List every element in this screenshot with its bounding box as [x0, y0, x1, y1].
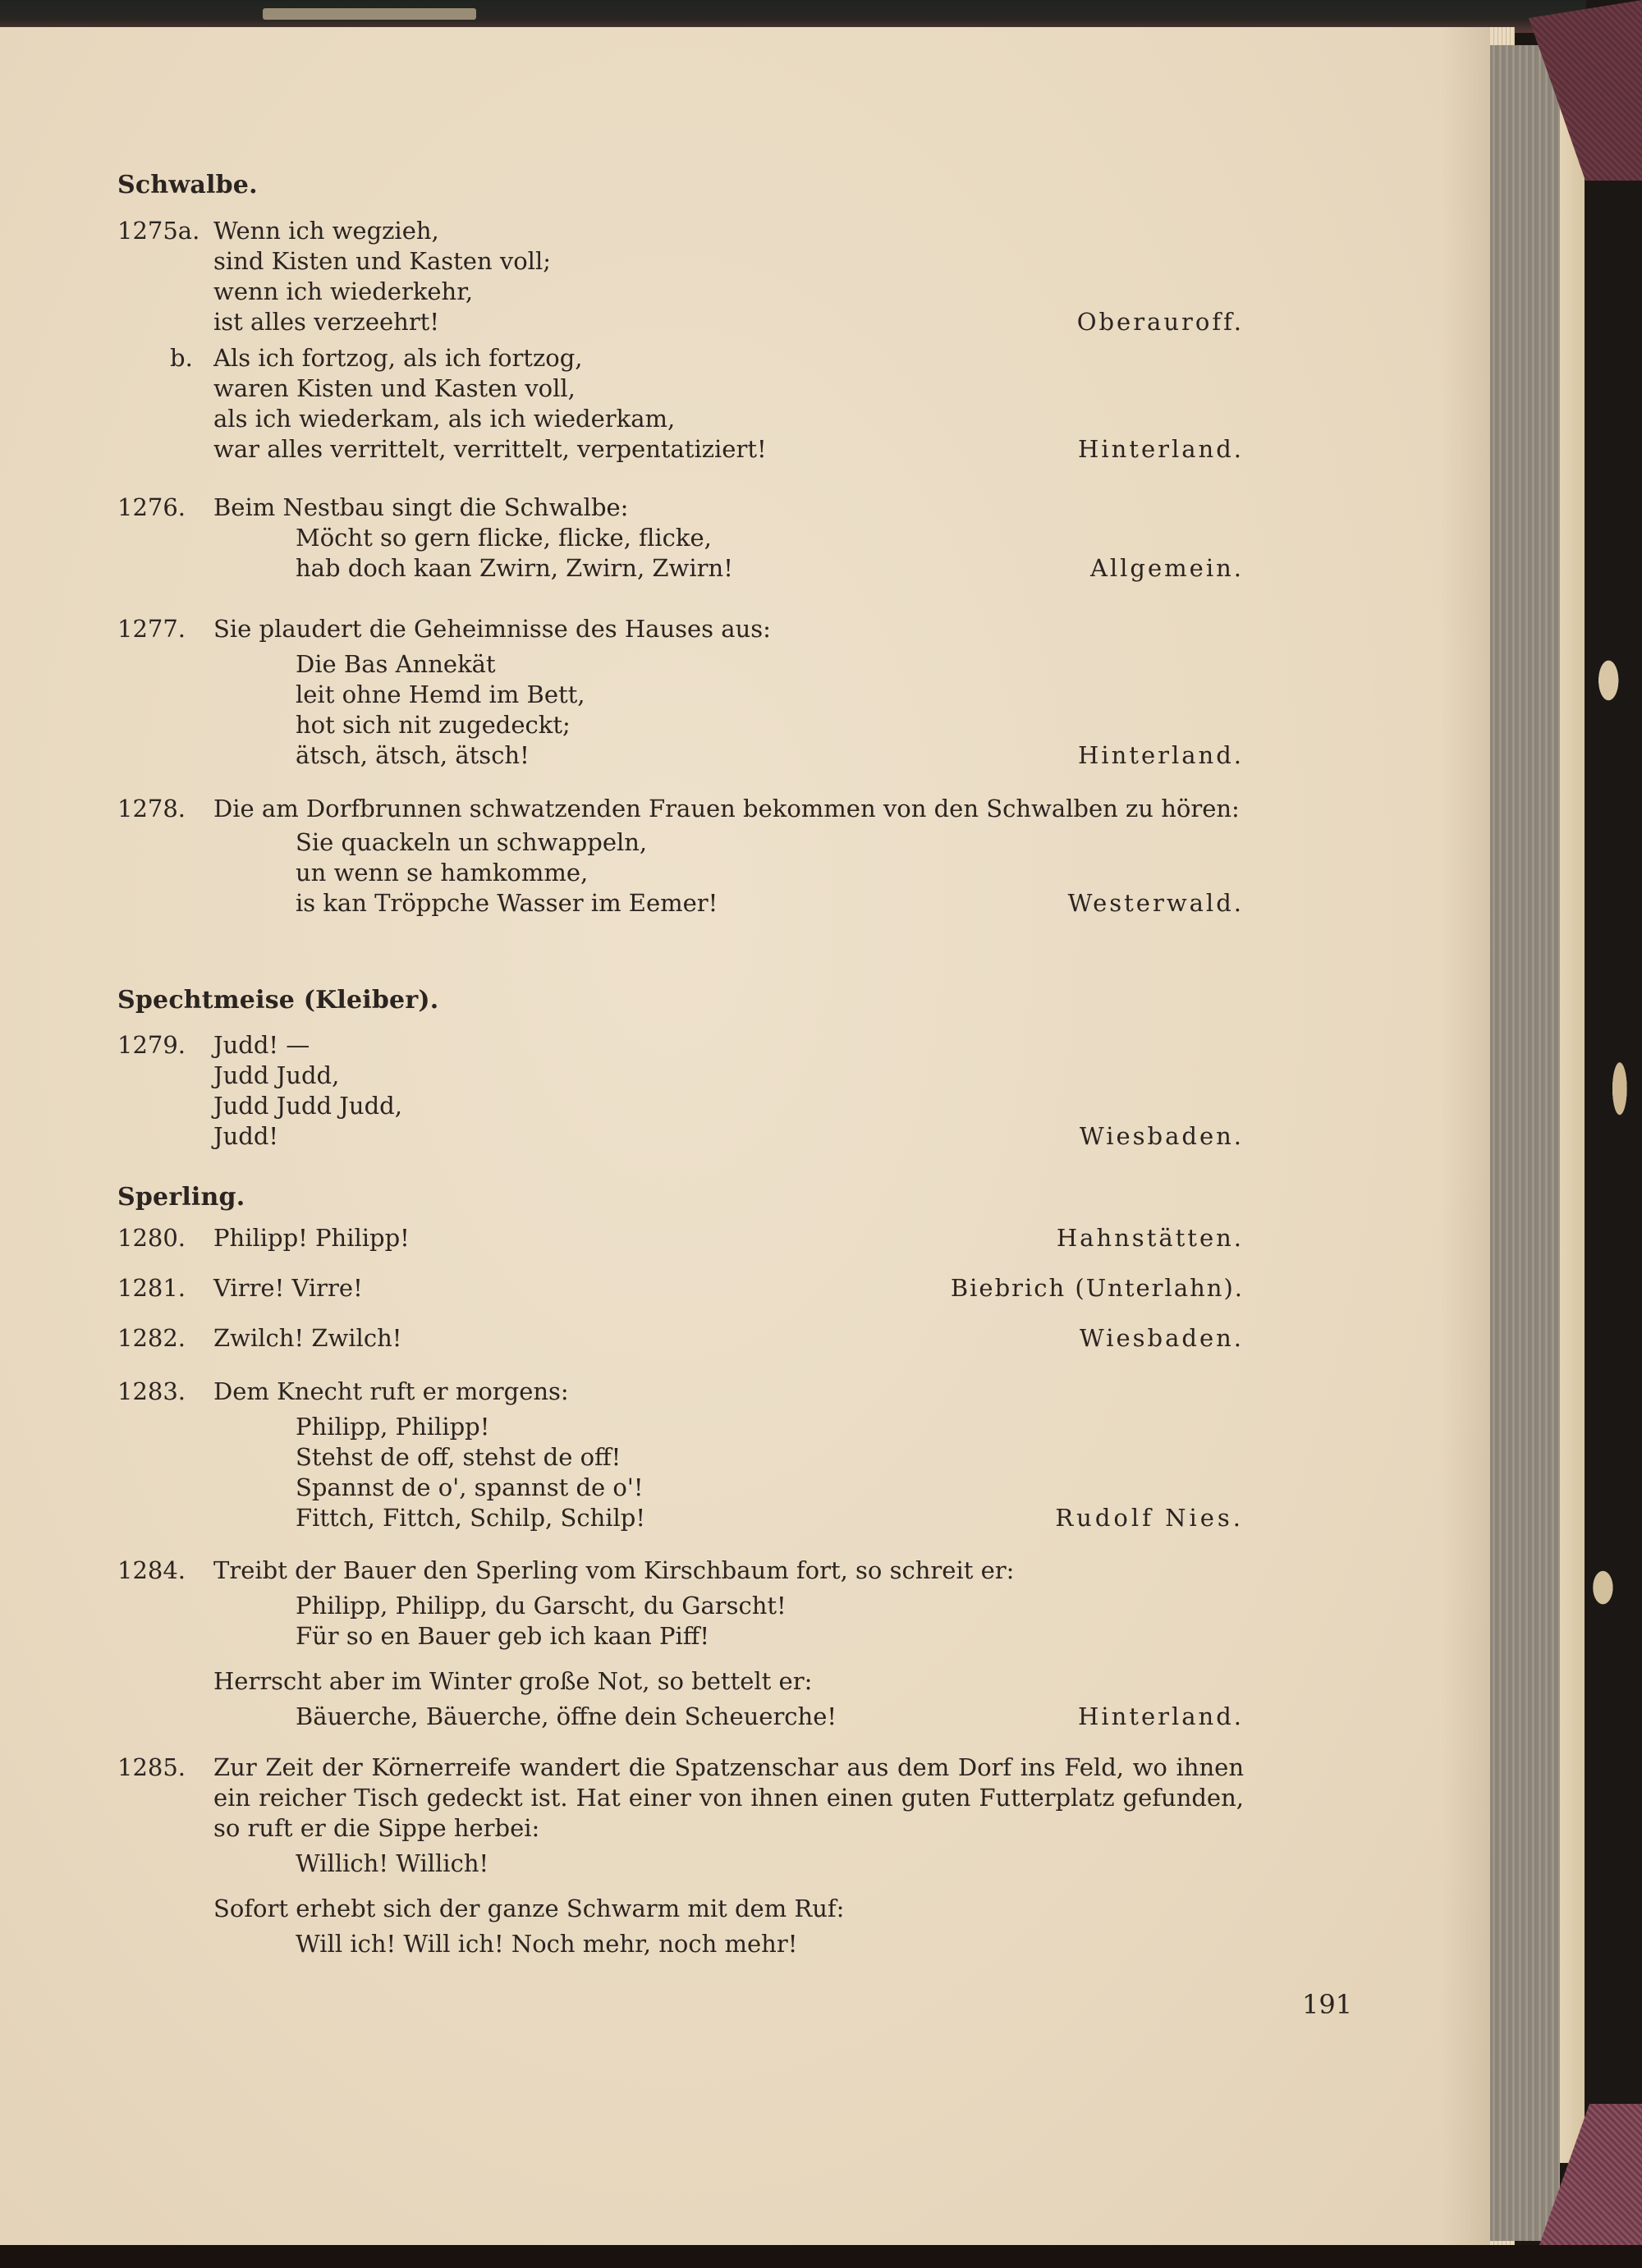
verse-line: Sie quackeln un schwappeln, — [296, 828, 648, 856]
entry-number: 1282. — [117, 1324, 186, 1352]
verse-line: hab doch kaan Zwirn, Zwirn, Zwirn! Allgemein. — [296, 554, 1244, 582]
verse-line: Wenn ich wegzieh, — [213, 217, 439, 245]
verse-line: Philipp! Philipp! Hahnstätten. — [213, 1224, 1244, 1252]
verse-line: als ich wiederkam, als ich wiederkam, — [213, 405, 676, 433]
verse-line: Philipp, Philipp! — [296, 1413, 490, 1441]
verse-line: Judd Judd Judd, — [213, 1092, 402, 1120]
intro-text: Beim Nestbau singt die Schwalbe: — [213, 493, 629, 521]
place-name: Westerwald. — [1067, 889, 1244, 917]
entry-1275a — [117, 216, 1244, 337]
verse-line: hot sich nit zugedeckt; — [296, 711, 571, 739]
verse-line: Philipp, Philipp, du Garscht, du Garscht! — [296, 1592, 787, 1620]
verse-line: Als ich fortzog, als ich fortzog, — [213, 344, 583, 372]
marbled-book-cover — [1586, 0, 1642, 2268]
intro-text: Dem Knecht ruft er morgens: — [213, 1377, 569, 1405]
entry-number: 1283. — [117, 1377, 186, 1405]
entry-1279 — [117, 1030, 1244, 1152]
entry-number: 1276. — [117, 493, 186, 521]
verse-line: Spannst de o', spannst de o'! — [296, 1473, 644, 1501]
entry-number: 1280. — [117, 1224, 186, 1252]
entry-number: 1285. — [117, 1753, 186, 1781]
entry-1282 — [117, 1323, 1244, 1354]
section-heading-sperling: Sperling. — [117, 1183, 245, 1212]
verse-line: Die Bas Annekät — [296, 650, 496, 678]
intro-text: Sie plaudert die Geheimnisse des Hauses aus: — [213, 615, 771, 643]
book-cover-bottom-edge — [0, 2245, 1642, 2268]
place-name: Biebrich (Unterlahn). — [950, 1274, 1244, 1302]
entry-1278 — [117, 794, 1244, 919]
intro-text: Die am Dorfbrunnen schwatzenden Frauen bekommen von den Schwalben zu hören: — [213, 795, 1240, 822]
verse-line: Für so en Bauer geb ich kaan Piff! — [296, 1622, 710, 1650]
entry-1281 — [117, 1273, 1244, 1304]
verse-line: Judd Judd, — [213, 1061, 340, 1089]
entry-1283 — [117, 1377, 1244, 1533]
entry-1277 — [117, 614, 1244, 771]
place-name: Rudolf Nies. — [1055, 1504, 1244, 1532]
verse-line: Zwilch! Zwilch! Wiesbaden. — [213, 1324, 1244, 1352]
entry-1276 — [117, 493, 1244, 584]
section-heading-schwalbe: Schwalbe. — [117, 171, 258, 199]
entry-1284 — [117, 1556, 1244, 1732]
intro-text: Herrscht aber im Winter große Not, so bettelt er: — [213, 1667, 813, 1695]
entry-number: 1281. — [117, 1274, 186, 1302]
entry-number: b. — [170, 344, 193, 372]
entry-number: 1278. — [117, 795, 186, 822]
entry-number: 1277. — [117, 615, 186, 643]
place-name: Hinterland. — [1078, 435, 1244, 463]
entry-1275b — [117, 343, 1244, 465]
verse-line: sind Kisten und Kasten voll; — [213, 247, 551, 275]
entry-number: 1275a. — [117, 217, 200, 245]
verse-line: un wenn se hamkomme, — [296, 859, 589, 887]
place-name: Hinterland. — [1078, 741, 1244, 769]
place-name: Allgemein. — [1089, 554, 1244, 582]
verse-line: Willich! Willich! — [296, 1849, 489, 1877]
verse-line: is kan Tröppche Wasser im Eemer! Westerwald. — [296, 889, 1244, 917]
frayed-cloth — [263, 8, 476, 20]
intro-text: Zur Zeit der Körnerreife wandert die Spatzenschar aus dem Dorf ins Feld, wo ihnen ein reicher Tisch gedeckt ist. Hat einer von ihnen einen guten Futterplatz gefunden, so ruft er die Sippe herbei: — [213, 1753, 1244, 1842]
verse-line: ätsch, ätsch, ätsch! Hinterland. — [296, 741, 1244, 769]
verse-line: Fittch, Fittch, Schilp, Schilp! Rudolf Nies. — [296, 1504, 1244, 1532]
place-name: Wiesbaden. — [1079, 1122, 1244, 1150]
page-block-fore-edge — [1490, 45, 1560, 2241]
place-name: Wiesbaden. — [1079, 1324, 1244, 1352]
verse-line: Stehst de off, stehst de off! — [296, 1443, 621, 1471]
intro-text: Treibt der Bauer den Sperling vom Kirschbaum fort, so schreit er: — [213, 1556, 1015, 1584]
verse-line: waren Kisten und Kasten voll, — [213, 374, 576, 402]
verse-line: wenn ich wiederkehr, — [213, 277, 474, 305]
verse-line: ist alles verzeehrt! Oberauroff. — [213, 308, 1244, 336]
verse-line: leit ohne Hemd im Bett, — [296, 680, 585, 708]
entry-1285 — [117, 1753, 1244, 1959]
verse-line: Judd! — — [213, 1031, 310, 1059]
section-heading-spechtmeise: Spechtmeise (Kleiber). — [117, 986, 439, 1015]
place-name: Oberauroff. — [1076, 308, 1244, 336]
page-number: 191 — [1302, 1989, 1353, 2020]
verse-line: Bäuerche, Bäuerche, öffne dein Scheuerche! Hinterland. — [296, 1702, 1244, 1730]
place-name: Hinterland. — [1078, 1702, 1244, 1730]
verse-line: Virre! Virre! Biebrich (Unterlahn). — [213, 1274, 1244, 1302]
verse-line: Möcht so gern flicke, flicke, flicke, — [296, 524, 712, 552]
place-name: Hahnstätten. — [1056, 1224, 1244, 1252]
verse-line: war alles verrittelt, verrittelt, verpentatiziert! Hinterland. — [213, 435, 1244, 463]
verse-line: Will ich! Will ich! Noch mehr, noch mehr! — [296, 1930, 798, 1958]
entry-number: 1284. — [117, 1556, 186, 1584]
intro-text: Sofort erhebt sich der ganze Schwarm mit dem Ruf: — [213, 1895, 845, 1922]
entry-1280 — [117, 1223, 1244, 1253]
verse-line: Judd! Wiesbaden. — [213, 1122, 1244, 1150]
entry-number: 1279. — [117, 1031, 186, 1059]
